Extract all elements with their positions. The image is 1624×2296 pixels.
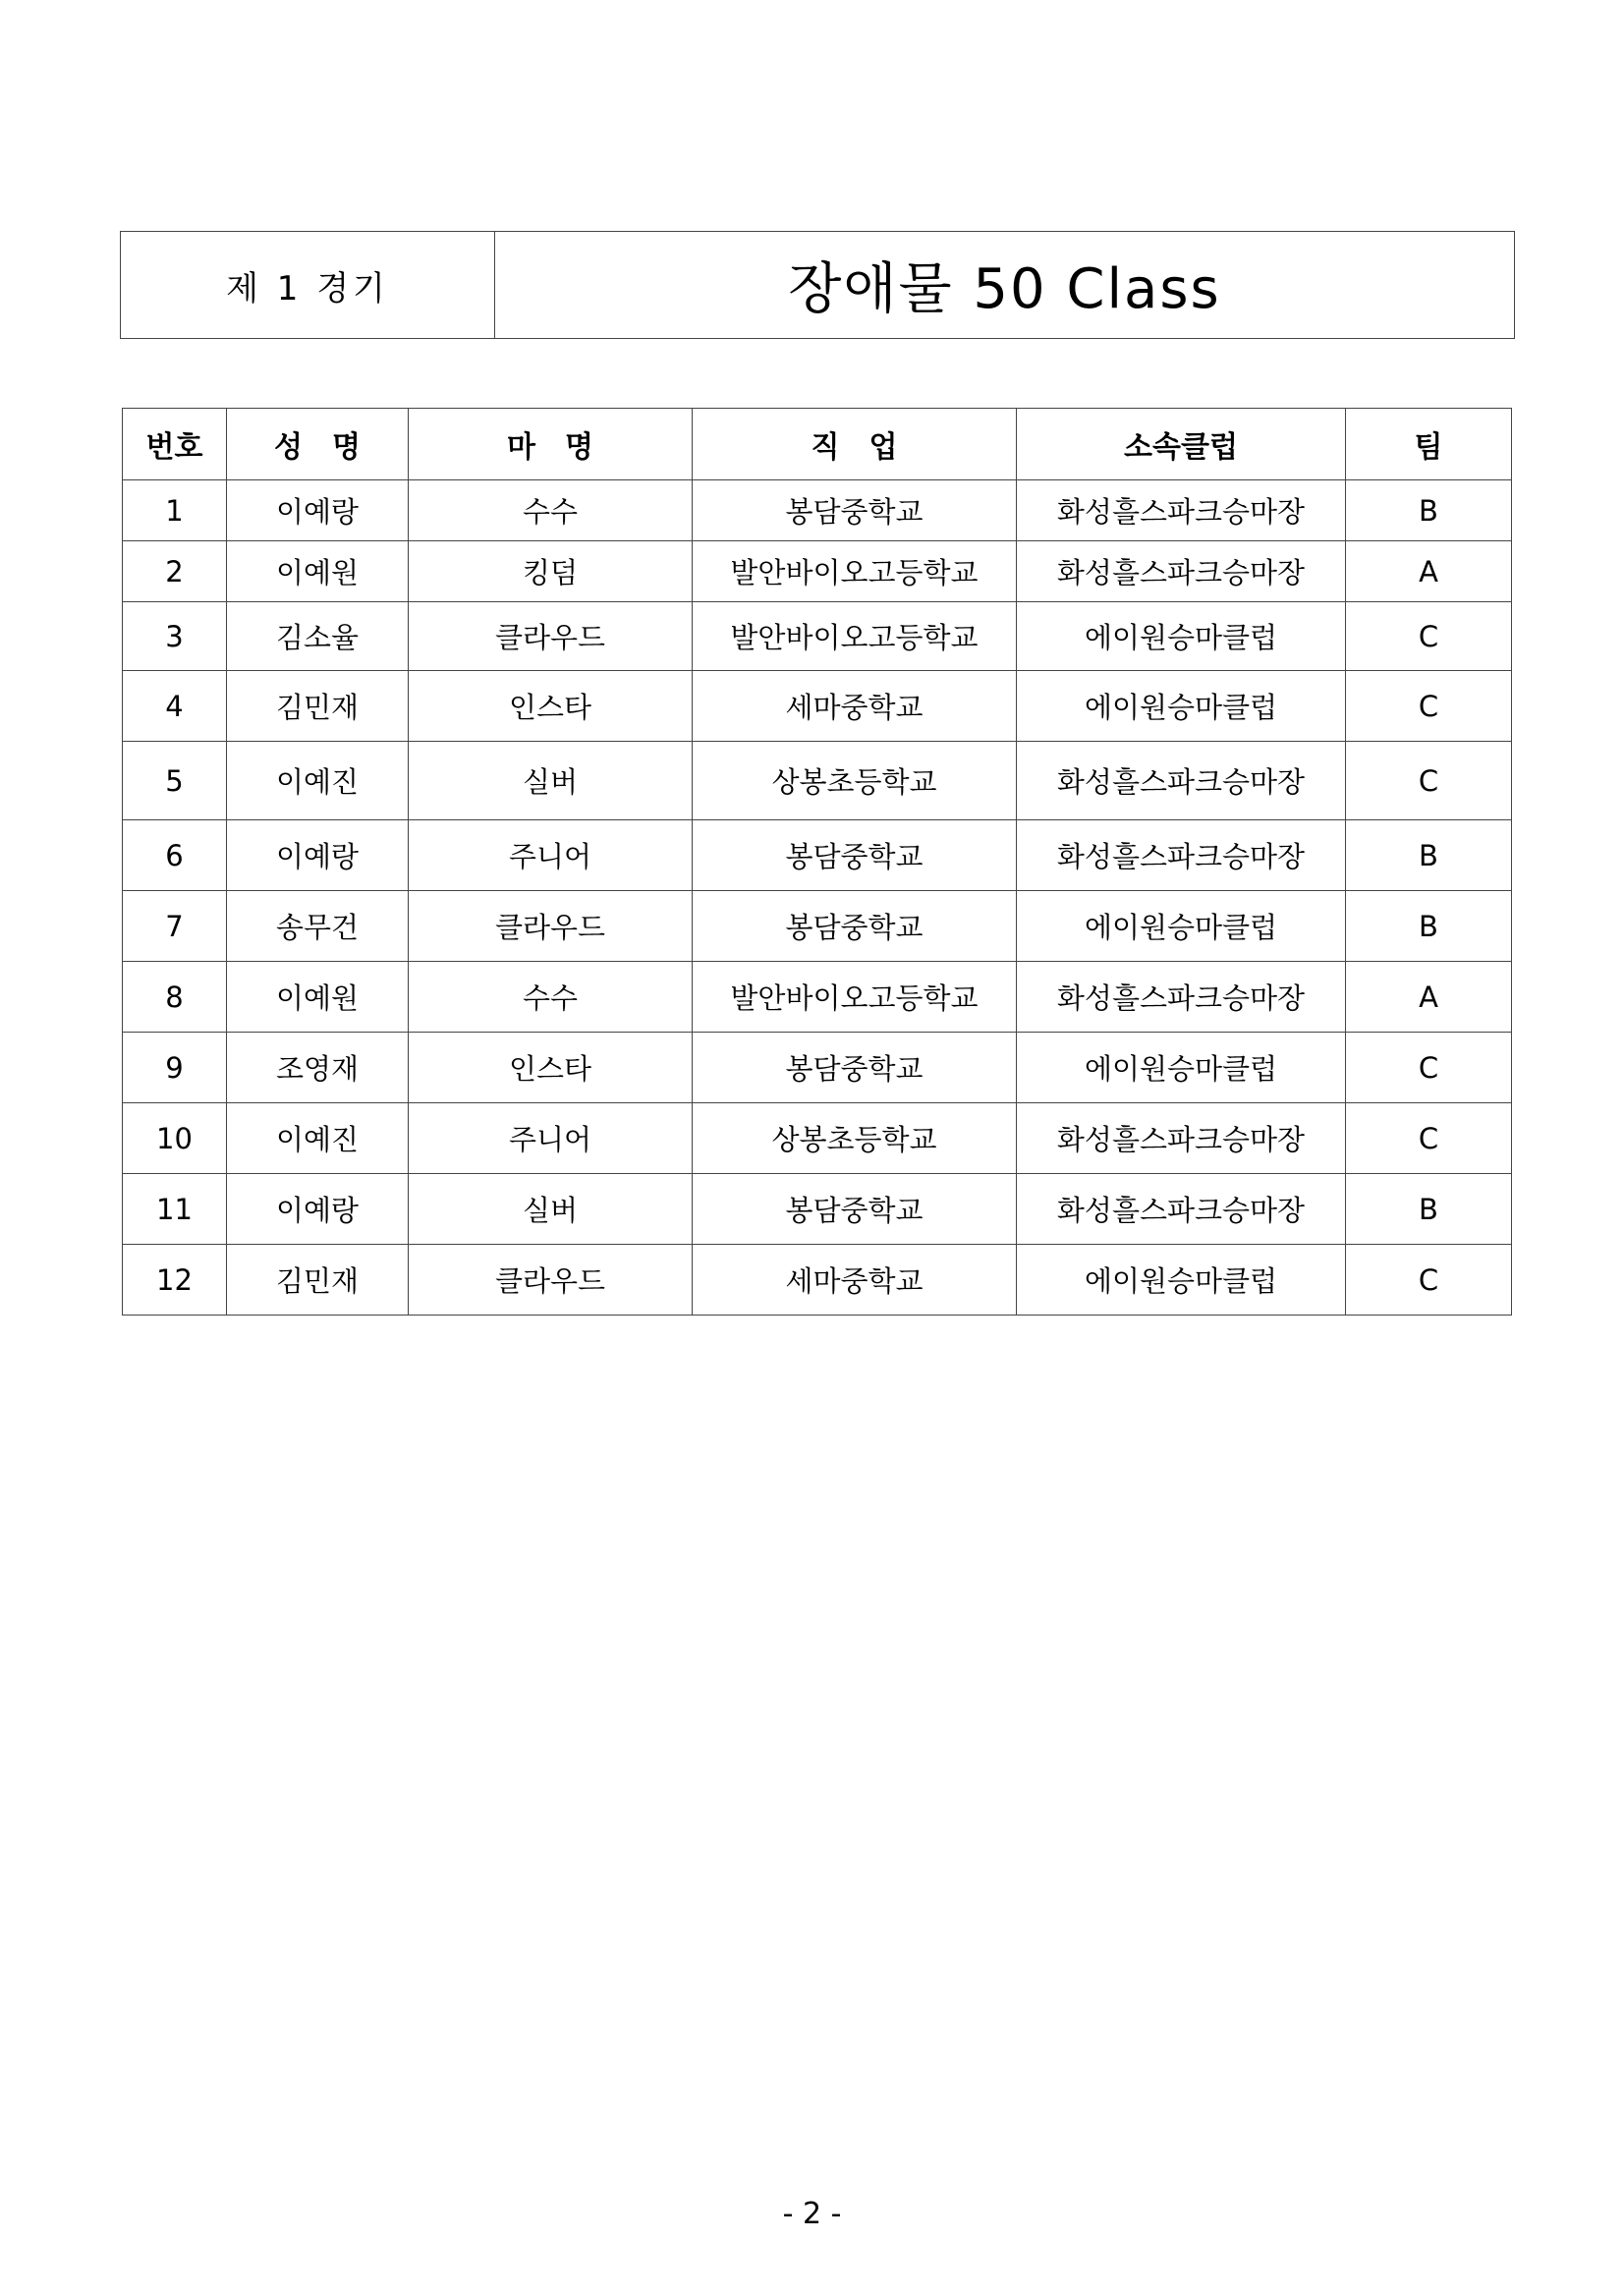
table-row bbox=[123, 962, 1512, 1033]
table-row bbox=[123, 1103, 1512, 1174]
cell-horse: 클라우드 bbox=[409, 891, 693, 962]
cell-club: 에이원승마클럽 bbox=[1017, 1033, 1346, 1103]
cell-team: A bbox=[1346, 541, 1512, 602]
cell-horse: 수수 bbox=[409, 480, 693, 541]
table-body bbox=[123, 480, 1512, 1316]
cell-club: 에이원승마클럽 bbox=[1017, 891, 1346, 962]
cell-team: C bbox=[1346, 671, 1512, 742]
event-label: 제 1 경기 bbox=[121, 232, 495, 338]
cell-club: 화성흘스파크승마장 bbox=[1017, 1103, 1346, 1174]
table-row bbox=[123, 742, 1512, 820]
cell-team: B bbox=[1346, 1174, 1512, 1245]
cell-number: 1 bbox=[123, 480, 227, 541]
cell-club: 화성흘스파크승마장 bbox=[1017, 480, 1346, 541]
cell-job: 상봉초등학교 bbox=[693, 742, 1017, 820]
cell-number: 4 bbox=[123, 671, 227, 742]
column-header-number: 번호 bbox=[123, 409, 227, 480]
cell-team: C bbox=[1346, 1245, 1512, 1316]
cell-number: 3 bbox=[123, 602, 227, 671]
event-header bbox=[120, 231, 1515, 339]
cell-job: 봉담중학교 bbox=[693, 1174, 1017, 1245]
table-row bbox=[123, 1245, 1512, 1316]
table-row bbox=[123, 820, 1512, 891]
cell-team: B bbox=[1346, 480, 1512, 541]
cell-horse: 클라우드 bbox=[409, 1245, 693, 1316]
cell-horse: 클라우드 bbox=[409, 602, 693, 671]
cell-horse: 주니어 bbox=[409, 820, 693, 891]
table-header-row bbox=[123, 409, 1512, 480]
table-row bbox=[123, 1033, 1512, 1103]
cell-number: 10 bbox=[123, 1103, 227, 1174]
cell-club: 화성흘스파크승마장 bbox=[1017, 1174, 1346, 1245]
cell-name: 이예진 bbox=[227, 1103, 409, 1174]
cell-job: 상봉초등학교 bbox=[693, 1103, 1017, 1174]
cell-number: 8 bbox=[123, 962, 227, 1033]
cell-name: 김민재 bbox=[227, 1245, 409, 1316]
cell-horse: 인스타 bbox=[409, 671, 693, 742]
cell-horse: 주니어 bbox=[409, 1103, 693, 1174]
cell-name: 김소율 bbox=[227, 602, 409, 671]
cell-name: 송무건 bbox=[227, 891, 409, 962]
cell-horse: 인스타 bbox=[409, 1033, 693, 1103]
cell-job: 발안바이오고등학교 bbox=[693, 962, 1017, 1033]
cell-job: 세마중학교 bbox=[693, 1245, 1017, 1316]
table-row bbox=[123, 480, 1512, 541]
cell-club: 화성흘스파크승마장 bbox=[1017, 742, 1346, 820]
page-number: - 2 - bbox=[782, 2197, 842, 2231]
column-header-name: 성 명 bbox=[227, 409, 409, 480]
cell-number: 5 bbox=[123, 742, 227, 820]
cell-team: B bbox=[1346, 891, 1512, 962]
cell-horse: 킹덤 bbox=[409, 541, 693, 602]
cell-team: C bbox=[1346, 602, 1512, 671]
cell-number: 2 bbox=[123, 541, 227, 602]
cell-team: A bbox=[1346, 962, 1512, 1033]
cell-club: 에이원승마클럽 bbox=[1017, 671, 1346, 742]
cell-club: 화성흘스파크승마장 bbox=[1017, 541, 1346, 602]
cell-team: C bbox=[1346, 742, 1512, 820]
cell-name: 조영재 bbox=[227, 1033, 409, 1103]
table-row bbox=[123, 891, 1512, 962]
cell-team: C bbox=[1346, 1033, 1512, 1103]
cell-job: 봉담중학교 bbox=[693, 820, 1017, 891]
cell-horse: 실버 bbox=[409, 1174, 693, 1245]
cell-name: 이예랑 bbox=[227, 480, 409, 541]
cell-job: 발안바이오고등학교 bbox=[693, 602, 1017, 671]
cell-club: 에이원승마클럽 bbox=[1017, 1245, 1346, 1316]
cell-number: 11 bbox=[123, 1174, 227, 1245]
cell-horse: 실버 bbox=[409, 742, 693, 820]
cell-name: 김민재 bbox=[227, 671, 409, 742]
cell-name: 이예랑 bbox=[227, 820, 409, 891]
event-title: 장애물 50 Class bbox=[788, 257, 1221, 321]
cell-club: 화성흘스파크승마장 bbox=[1017, 962, 1346, 1033]
cell-job: 봉담중학교 bbox=[693, 891, 1017, 962]
cell-club: 에이원승마클럽 bbox=[1017, 602, 1346, 671]
column-header-job: 직 업 bbox=[693, 409, 1017, 480]
cell-team: C bbox=[1346, 1103, 1512, 1174]
cell-name: 이예진 bbox=[227, 742, 409, 820]
cell-name: 이예원 bbox=[227, 962, 409, 1033]
cell-job: 봉담중학교 bbox=[693, 480, 1017, 541]
cell-number: 7 bbox=[123, 891, 227, 962]
table-row bbox=[123, 541, 1512, 602]
column-header-team: 팀 bbox=[1346, 409, 1512, 480]
cell-job: 발안바이오고등학교 bbox=[693, 541, 1017, 602]
cell-team: B bbox=[1346, 820, 1512, 891]
column-header-horse: 마 명 bbox=[409, 409, 693, 480]
cell-job: 봉담중학교 bbox=[693, 1033, 1017, 1103]
table-row bbox=[123, 671, 1512, 742]
cell-club: 화성흘스파크승마장 bbox=[1017, 820, 1346, 891]
table-row bbox=[123, 602, 1512, 671]
cell-name: 이예원 bbox=[227, 541, 409, 602]
cell-name: 이예랑 bbox=[227, 1174, 409, 1245]
cell-horse: 수수 bbox=[409, 962, 693, 1033]
cell-number: 6 bbox=[123, 820, 227, 891]
cell-number: 9 bbox=[123, 1033, 227, 1103]
cell-job: 세마중학교 bbox=[693, 671, 1017, 742]
cell-number: 12 bbox=[123, 1245, 227, 1316]
column-header-club: 소속클럽 bbox=[1017, 409, 1346, 480]
participant-table bbox=[122, 408, 1512, 1316]
table-row bbox=[123, 1174, 1512, 1245]
